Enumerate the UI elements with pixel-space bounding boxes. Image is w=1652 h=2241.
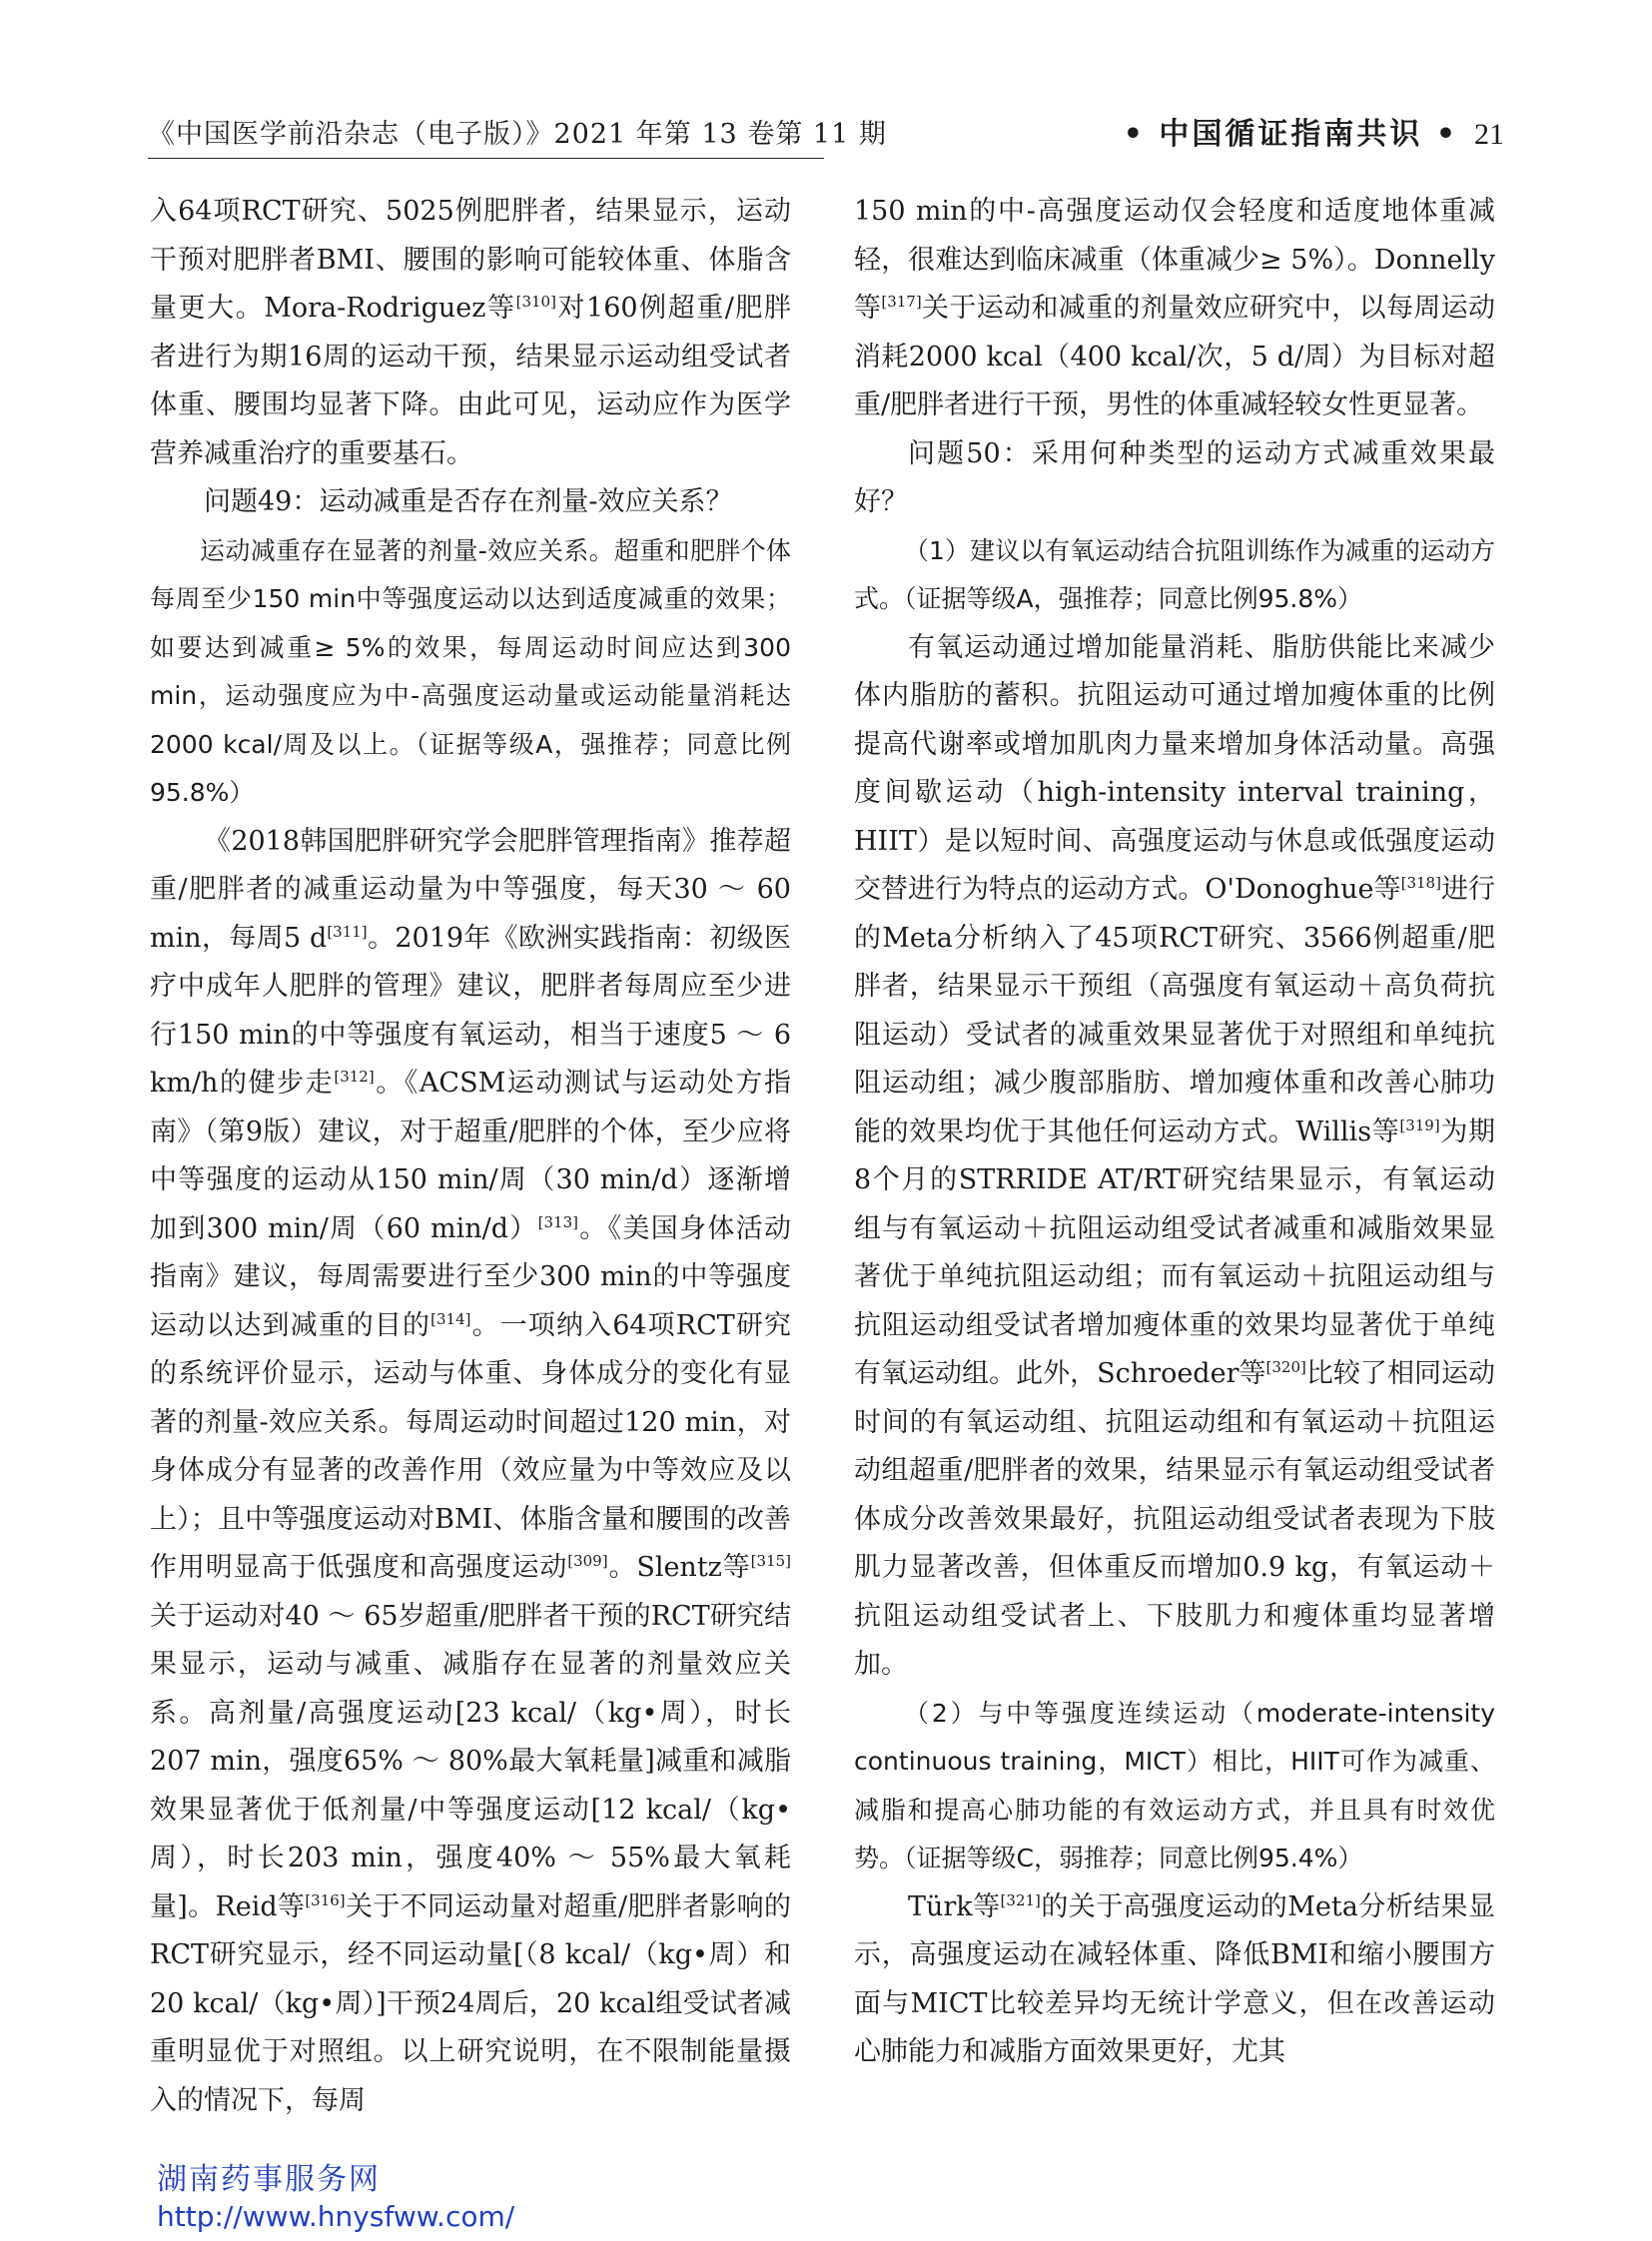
paragraph: 有氧运动通过增加能量消耗、脂肪供能比来减少体内脂肪的蓄积。抗阻运动可通过增加瘦体重的比例提高代谢率或增加肌肉力量来增加身体活动量。高强度间歇运动（high-intensity interval training，HIIT）是以短时间、高强度运动与休息或低强度运动交替进行为特点的运动方式。O'Donoghue等[318]进行的Meta分析纳入了45项RCT研究、3566例超重/肥胖者，结果显示干预组（高强度有氧运动＋高负荷抗阻运动）受试者的减重效果显著优于对照组和单纯抗阻运动组；减少腹部脂肪、增加瘦体重和改善心肺功能的效果均优于其他任何运动方式。Willis等[319]为期8个月的STRRIDE AT/RT研究结果显示，有氧运动组与有氧运动＋抗阻运动组受试者减重和减脂效果显著优于单纯抗阻运动组；而有氧运动＋抗阻运动组与抗阻运动组受试者增加瘦体重的效果均显著优于单纯有氧运动组。此外，Schroeder等[320]比较了相同运动时间的有氧运动组、抗阻运动组和有氧运动＋抗阻运动组超重/肥胖者的效果，结果显示有氧运动组受试者体成分改善效果最好，抗阻运动组受试者表现为下肢肌力显著改善，但体重反而增加0.9 kg，有氧运动＋抗阻运动组受试者上、下肢肌力和瘦体重均显著增加。 [854, 631, 1496, 1680]
citation: [318] [1400, 874, 1441, 892]
citation: [309] [567, 1552, 608, 1570]
left-column [150, 188, 791, 2125]
section-title [1124, 106, 1504, 164]
page-header [148, 106, 1504, 164]
watermark-url[interactable]: http://www.hnysfww.com/ [157, 2200, 515, 2233]
citation: [316] [305, 1890, 346, 1909]
paragraph: 入64项RCT研究、5025例肥胖者，结果显示，运动干预对肥胖者BMI、腰围的影响可能较体重、体脂含量更大。Mora-Rodriguez等[310]对160例超重/肥胖者进行为期16周的运动干预，结果显示运动组受试者体重、腰围均显著下降。由此可见，运动应作为医学营养减重治疗的重要基石。 [150, 196, 791, 469]
citation: [310] [515, 293, 556, 311]
citation: [321] [1000, 1890, 1041, 1909]
citation: [319] [1399, 1116, 1440, 1134]
citation: [312] [334, 1068, 375, 1086]
citation: [315] [750, 1552, 792, 1570]
recommendation: 运动减重存在显著的剂量-效应关系。超重和肥胖个体每周至少150 min中等强度运动以达到适度减重的效果；如要达到减重≥ 5%的效果，每周运动时间应达到300 min，运动强度应为中-高强度运动量或运动能量消耗达2000 kcal/周及以上。（证据等级A，强推荐；同意比例95.8%） [150, 535, 791, 807]
citation: [314] [430, 1309, 471, 1328]
journal-citation: 《中国医学前沿杂志（电子版）》2021 年第 13 卷第 11 期 [148, 106, 824, 159]
watermark [157, 2161, 514, 2235]
page-number: 21 [1474, 118, 1504, 151]
recommendation: （2）与中等强度连续运动（moderate-intensity continuous training，MICT）相比，HIIT可作为减重、减脂和提高心肺功能的有效运动方式，并且具有时效优势。（证据等级C，弱推荐；同意比例95.4%） [854, 1698, 1495, 1872]
section-label: • 中国循证指南共识 • [1123, 117, 1458, 152]
recommendation: （1）建议以有氧运动结合抗阻训练作为减重的运动方式。（证据等级A，强推荐；同意比例95.8%） [854, 535, 1495, 613]
paragraph: Türk等[321]的关于高强度运动的Meta分析结果显示，高强度运动在减轻体重、降低BMI和缩小腰围方面与MICT比较差异均无统计学意义，但在改善运动心肺能力和减脂方面效果更好，尤其 [854, 1890, 1495, 2067]
paragraph: 150 min的中-高强度运动仅会轻度和适度地体重减轻，很难达到临床减重（体重减少≥ 5%）。Donnelly等[317]关于运动和减重的剂量效应研究中，以每周运动消耗2000 kcal（400 kcal/次，5 d/周）为目标对超重/肥胖者进行干预，男性的体重减轻较女性更显著。 [854, 196, 1496, 420]
citation: [317] [881, 293, 922, 311]
citation: [313] [537, 1212, 578, 1231]
right-column [854, 188, 1495, 2077]
paragraph: 《2018韩国肥胖研究学会肥胖管理指南》推荐超重/肥胖者的减重运动量为中等强度，每天30 ～ 60 min，每周5 d[311]。2019年《欧洲实践指南：初级医疗中成年人肥胖的管理》建议，肥胖者每周应至少进行150 min的中等强度有氧运动，相当于速度5 ～ 6 km/h的健步走[312]。《ACSM运动测试与运动处方指南》（第9版）建议，对于超重/肥胖的个体，至少应将中等强度的运动从150 min/周（30 min/d）逐渐增加到300 min/周（60 min/d）[313]。《美国身体活动指南》建议，每周需要进行至少300 min的中等强度运动以达到减重的目的[314]。一项纳入64项RCT研究的系统评价显示，运动与体重、身体成分的变化有显著的剂量-效应关系。每周运动时间超过120 min，对身体成分有显著的改善作用（效应量为中等效应及以上）；且中等强度运动对BMI、体脂含量和腰围的改善作用明显高于低强度和高强度运动[309]。Slentz等[315]关于运动对40 ～ 65岁超重/肥胖者干预的RCT研究结果显示，运动与减重、减脂存在显著的剂量效应关系。高剂量/高强度运动[23 kcal/（kg•周），时长207 min，强度65% ～ 80%最大氧耗量]减重和减脂效果显著优于低剂量/中等强度运动[12 kcal/（kg•周），时长203 min，强度40% ～ 55%最大氧耗量]。Reid等[316]关于不同运动量对超重/肥胖者影响的RCT研究显示，经不同运动量[（8 kcal/（kg•周）和20 kcal/（kg•周）]干预24周后，20 kcal组受试者减重明显优于对照组。以上研究说明，在不限制能量摄入的情况下，每周 [150, 825, 792, 2116]
question-heading: 问题50：采用何种类型的运动方式减重效果最好？ [854, 437, 1495, 517]
watermark-site-name: 湖南药事服务网 [157, 2162, 381, 2197]
citation: [311] [327, 922, 368, 941]
citation: [320] [1265, 1358, 1306, 1376]
question-heading: 问题49：运动减重是否存在剂量-效应关系？ [204, 486, 733, 517]
